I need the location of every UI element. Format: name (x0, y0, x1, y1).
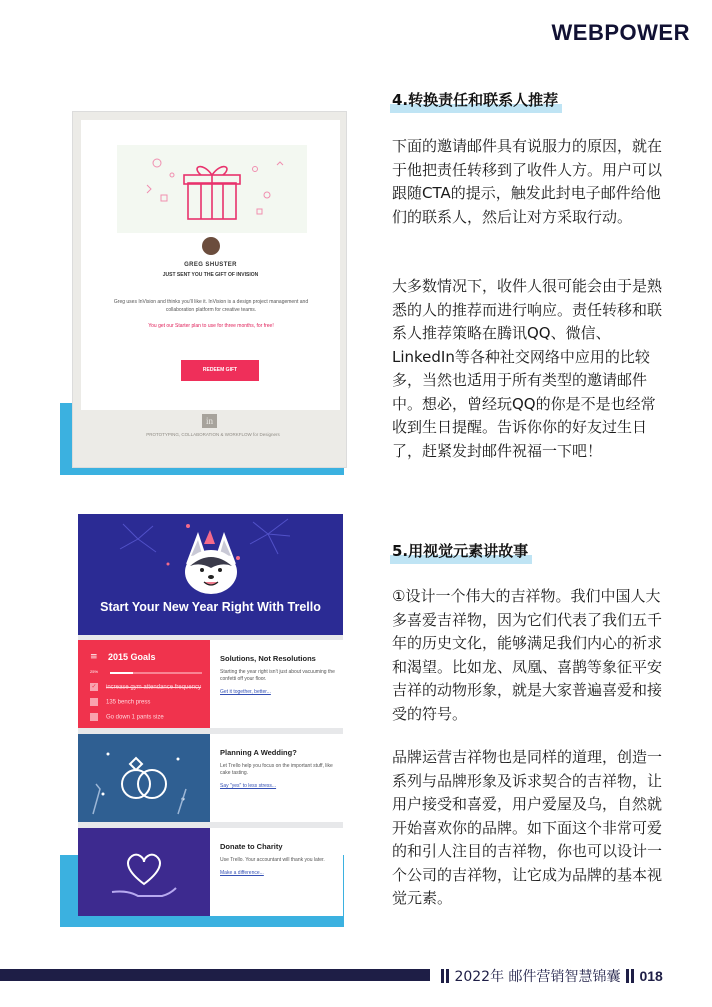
hero-title: Start Your New Year Right With Trello (100, 600, 321, 614)
checkbox-icon: ✓ (91, 684, 97, 690)
progress-label: 25% (90, 669, 99, 674)
row-heading: Planning A Wedding? (220, 748, 297, 757)
page-number: 018 (639, 968, 663, 984)
avatar (202, 237, 220, 255)
page-footer (440, 966, 663, 986)
goal-item: ✓ increase gym attendance frequency (91, 684, 202, 691)
footer-bar (0, 969, 430, 981)
checkbox-icon (90, 698, 98, 706)
section-heading: 5.用视觉元素讲故事 (392, 540, 528, 561)
goals-card (78, 640, 210, 728)
checkbox-icon (90, 713, 98, 721)
invision-logo: in (202, 414, 217, 428)
paragraph: 品牌运营吉祥物也是同样的道理，创造一系列与品牌形象及诉求契合的吉祥物，让用户接受和喜爱，用户爱屋及乌，自然就开始喜欢你的品牌。如下面这个非常可爱的和引人注目的吉祥物，你也可以设计一个公司的吉祥物，让它成为品牌的基本视觉元素。 (392, 748, 663, 907)
goal-item: 135 bench press (90, 698, 150, 706)
invision-footer: PROTOTYPING, COLLABORATION & WORKFLOW for Designers (146, 432, 280, 437)
content-row (78, 640, 343, 728)
paragraph: ①设计一个伟大的吉祥物。我们中国人大多喜爱吉祥物，因为它们代表了我们五千年的历史文化，能够满足我们内心的祈求和渴望。比如龙、凤凰、喜鹊等象征平安吉祥的动物形象，就是大家普遍喜爱和接受的符号。 (392, 587, 663, 723)
row-text: Use Trello. Your accountant will thank you later. (220, 857, 325, 863)
row-link[interactable]: Say "yes" to less stress... (220, 783, 277, 789)
trello-email-image (78, 514, 343, 910)
row-link[interactable]: Make a difference... (220, 870, 264, 876)
wedding-rings-icon (78, 734, 210, 822)
wedding-rings-illustration (78, 734, 210, 822)
row-heading: Donate to Charity (220, 842, 283, 851)
invision-email-image (72, 111, 347, 468)
paragraph: 下面的邀请邮件具有说服力的原因，就在于他把责任转移到了收件人方。用户可以跟随CTA的提示，触发此封电子邮件给他们的联系人，然后让对方采取行动。 (392, 137, 663, 226)
sender-line: JUST SENT YOU THE GIFT OF INVISION (162, 272, 259, 278)
content-row (78, 828, 343, 916)
row-heading: Solutions, Not Resolutions (220, 654, 316, 663)
row-text: Let Trello help you focus on the important stuff, like cake tasting. (220, 763, 333, 776)
charity-illustration (78, 828, 210, 916)
sender-name: GREG SHUSTER (184, 262, 237, 268)
row-text: Starting the year right isn't just about vacuuming the confetti off your floor. (220, 669, 335, 682)
brand-logo: WEBPOWER (551, 20, 690, 45)
content-row (78, 734, 343, 822)
menu-icon: ≡ (90, 652, 98, 662)
goal-item: Go down 1 pants size (90, 713, 164, 721)
redeem-gift-button[interactable]: REDEEM GIFT (181, 360, 259, 381)
trello-hero (78, 514, 343, 635)
goals-title: 2015 Goals (108, 652, 156, 662)
section-heading: 4.转换责任和联系人推荐 (392, 89, 558, 110)
email-body: Greg uses InVision and thinks you'll like it. InVision is a design project management and collaboration platform for creative teams. (113, 299, 309, 313)
husky-mascot-illustration (78, 514, 343, 635)
email-offer: You get our Starter plan to use for three months, for free! (148, 323, 274, 329)
heart-hand-icon (78, 828, 210, 916)
footer-title: 2022年 邮件营销智慧锦囊 (454, 969, 621, 985)
paragraph: 大多数情况下，收件人很可能会由于是熟悉的人的推荐而进行响应。责任转移和联系人推荐策略在腾讯QQ、微信、LinkedIn等各种社交网络中应用的比较多，当然也适用于所有类型的邀请邮件中。想必，曾经玩QQ的你是不是也经常收到生日提醒。告诉你你的好友过生日了，赶紧发封邮件祝福一下吧！ (392, 277, 663, 460)
progress-bar (110, 672, 202, 674)
gift-illustration (117, 145, 307, 233)
row-link[interactable]: Get it together, better... (220, 689, 271, 695)
